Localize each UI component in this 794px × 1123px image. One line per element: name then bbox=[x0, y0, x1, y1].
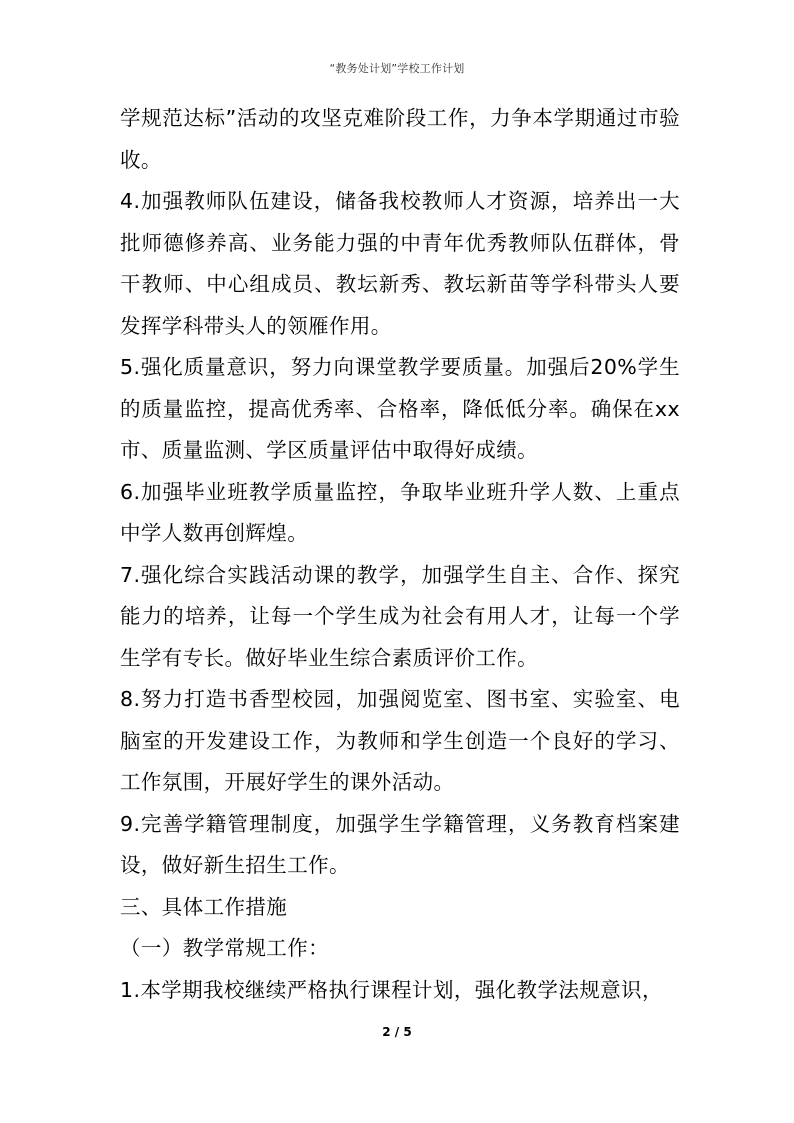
paragraph-item-8: 8.努力打造书香型校园，加强阅览室、图书室、实验室、电脑室的开发建设工作，为教师和学生创造一个良好的学习、工作氛围，开展好学生的课外活动。 bbox=[120, 687, 680, 794]
paragraph-item-7: 7.强化综合实践活动课的教学，加强学生自主、合作、探究能力的培养，让每一个学生成为社会有用人才，让每一个学生学有专长。做好毕业生综合素质评价工作。 bbox=[120, 562, 680, 670]
paragraph-continuation: 学规范达标”活动的攻坚克难阶段工作，力争本学期通过市验收。 bbox=[120, 106, 680, 172]
paragraph-measure-1: 1.本学期我校继续严格执行课程计划，强化教学法规意识， bbox=[120, 977, 663, 1002]
paragraph-item-4: 4.加强教师队伍建设，储备我校教师人才资源，培养出一大批师德修养高、业务能力强的中青年优秀教师队伍群体，骨干教师、中心组成员、教坛新秀、教坛新苗等学科带头人要发挥学科带头人的领雁作用。 bbox=[120, 189, 680, 338]
subsection-heading: （一）教学常规工作： bbox=[120, 936, 329, 960]
paragraph-item-5: 5.强化质量意识，努力向课堂教学要质量。加强后20%学生的质量监控，提高优秀率、合格率，降低低分率。确保在xx市、质量监测、学区质量评估中取得好成绩。 bbox=[120, 355, 680, 462]
paragraph-item-6: 6.加强毕业班教学质量监控，争取毕业班升学人数、上重点中学人数再创辉煌。 bbox=[120, 479, 680, 545]
running-header: “教务处计划”学校工作计划 bbox=[329, 62, 465, 75]
page-number: 2 / 5 bbox=[382, 1025, 412, 1039]
document-body bbox=[120, 98, 680, 1011]
section-heading: 三、具体工作措施 bbox=[120, 894, 288, 919]
paragraph-item-9: 9.完善学籍管理制度，加强学生学籍管理，义务教育档案建设，做好新生招生工作。 bbox=[120, 811, 680, 877]
